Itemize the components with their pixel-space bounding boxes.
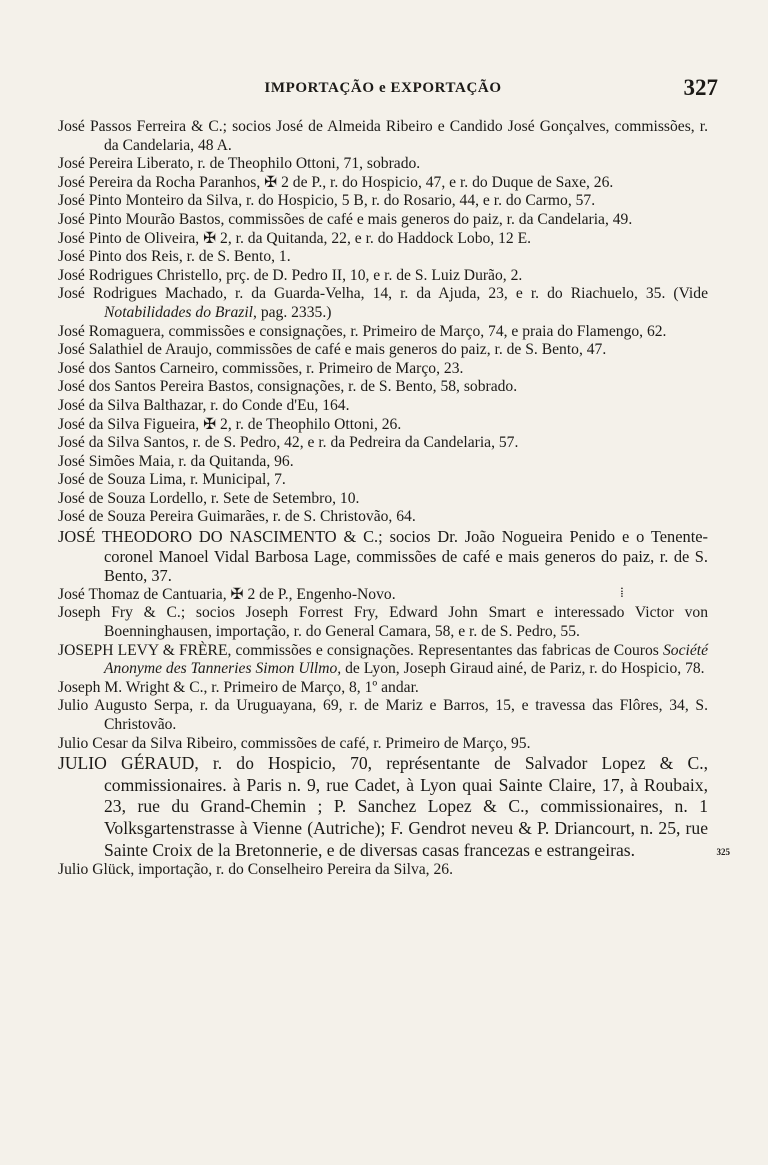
directory-entry [58,248,708,267]
entry-details: , commissões, r. Primeiro de Março, 23. [214,359,464,377]
entry-details: , r. de S. Pedro, 42, e r. da Pedreira da Candelaria, 57. [184,434,519,452]
directory-entry [58,453,708,472]
entry-details: , r. de S. Christovão, 64. [264,508,416,526]
entry-name: José Pinto Monteiro da Silva [58,192,239,210]
entry-name: José dos Santos Carneiro [58,359,215,377]
entry-details: , commissões e consignações. Representantes das fabricas de Couros [227,641,663,659]
directory-entry [58,397,708,416]
entry-name: José da Silva Balthazar [58,396,203,414]
running-title: IMPORTAÇÃO e EXPORTAÇÃO [264,80,502,96]
entry-name: José Pinto de Oliveira [58,229,196,247]
directory-entry [58,211,708,230]
directory-entry [58,192,708,211]
signature-mark: 325 [716,847,730,858]
directory-entry [58,360,708,379]
directory-entry [58,679,708,698]
entry-name: José Passos Ferreira & C. [58,118,223,135]
directory-entry [58,490,708,509]
directory-entry [58,230,708,249]
directory-entry [58,434,708,453]
entry-name: José de Souza Pereira Guimarães [58,508,265,526]
entry-name: JULIO GÉRAUD [58,753,195,774]
entry-details-tail: de Lyon, Joseph Giraud ainé, de Pariz, r. do Hospicio, 78. [341,660,705,678]
entry-details: , importação, r. do Conselheiro Pereira da Silva, 26. [130,861,453,879]
entry-name: Julio Glück [58,861,131,879]
entry-name: José Pinto Mourão Bastos [58,210,221,228]
entry-name: José dos Santos Pereira Bastos [58,378,250,396]
entry-details: , commissões de café e mais generos do paiz, r. da Candelaria, 49. [220,210,633,228]
directory-entry [58,697,708,734]
entry-details: , commissões e consignações, r. Primeiro de Março, 74, e praia do Flamengo, 62. [160,322,667,340]
entry-name: Joseph M. Wright & C. [58,678,204,696]
entry-details: , r. Municipal, 7. [182,471,286,489]
entry-italic: Notabilidades do Brazil [104,303,254,321]
entry-details: , r. da Quitanda, 96. [170,452,294,470]
entry-details: , r. Primeiro de Março, 8, 1º andar. [203,678,419,696]
entry-name: José Romaguera [58,322,161,340]
directory-entry [58,118,708,155]
entry-name: José Rodrigues Christello [58,266,219,284]
page-number: 327 [683,75,718,100]
entry-name: José Pinto dos Reis [58,248,179,266]
entry-details: , r. do Hospicio, 70, représentante de Salvador Lopez & C., commissionaires. à Paris n. 9, rue Cadet, à Lyon quai Sainte Claire, 17, à Roubaix, 23, rue du Grand-Chemin ; P. Sanchez Lopez & C., commissionaires, n. 1 Volksgartenstrasse à Vienne (Autriche); F. Gendrot neveu & P. Driancourt, n. 25, rue Sainte Croix de la Bretonnerie, e de diversas casas francezas e estrangeiras. [104,753,708,860]
directory-entry [58,471,708,490]
directory-entry [58,323,708,342]
directory-entries [58,118,730,880]
entry-name: José Pereira da Rocha Paranhos [58,173,257,191]
entry-name: José de Souza Lima [58,471,183,489]
directory-entry [58,285,708,322]
entry-italic: Société Anonyme des Tanneries Simon Ullmo, [104,641,708,678]
directory-entry [58,586,708,605]
entry-details: , r. de S. Bento, 1. [178,248,291,266]
entry-name: José Pereira Liberato [58,155,190,173]
entry-details: , ✠ 2 de P., r. do Hospicio, 47, e r. do Duque de Saxe, 26. [256,173,614,191]
entry-details: , prç. de D. Pedro II, 10, e r. de S. Luiz Durão, 2. [218,266,523,284]
entry-details: , consignações, r. de S. Bento, 58, sobrado. [249,378,518,396]
page-header [58,0,718,118]
entry-details: , r. do Conde d'Eu, 164. [202,396,350,414]
entry-details: ; socios Dr. João Nogueira Penido e o Tenente-coronel Manoel Vidal Barbosa Lage, commissões de café e mais generos do paiz, r. de S. Bento, 37. [104,527,708,586]
entry-name: José Thomaz de Cantuaria [58,585,223,603]
directory-entry [58,155,708,174]
directory-entry [58,174,708,193]
entry-details: ; socios José de Almeida Ribeiro e Candido José Gonçalves, commissões, r. da Candelaria, 48 A. [104,118,709,154]
entry-details: , r. da Uruguayana, 69, r. de Mariz e Barros, 15, e travessa das Flôres, 34, S. Christovão. [104,697,708,733]
entry-details: , ✠ 2 de P., Engenho-Novo. [222,585,396,603]
entry-details: , ✠ 2, r. de Theophilo Ottoni, 26. [195,415,402,433]
directory-entry [58,378,708,397]
entry-name: Julio Cesar da Silva Ribeiro [58,734,233,752]
entry-name: José Rodrigues Machado [58,285,224,303]
directory-entry [58,341,708,360]
entry-details: , r. do Hospicio, 5 B, r. do Rosario, 44, e r. do Carmo, 57. [238,192,596,210]
entry-details: , r. Sete de Setembro, 10. [203,489,360,507]
entry-details: , commissões de café e mais generos do paiz, r. de S. Bento, 47. [208,341,607,359]
entry-name: Joseph Fry & C. [58,604,181,622]
entry-details: , r. de Theophilo Ottoni, 71, sobrado. [189,155,421,173]
directory-entry [58,416,708,435]
entry-name: José Salathiel de Araujo [58,341,209,359]
entry-details: , r. da Guarda-Velha, 14, r. da Ajuda, 23, e r. do Riachuelo, 35. (Vide [223,285,708,303]
entry-name: José da Silva Santos [58,434,185,452]
directory-entry [58,267,708,286]
directory-entry [58,508,708,527]
directory-entry [58,861,708,880]
directory-entry [58,735,708,754]
entry-details: , ✠ 2, r. da Quitanda, 22, e r. do Haddock Lobo, 12 E. [195,229,532,247]
entry-name: José de Souza Lordello [58,489,204,507]
entry-name: JOSEPH LEVY & FRÈRE [58,641,228,659]
directory-entry [58,527,708,586]
entry-name: José Simões Maia [58,452,171,470]
entry-name: José da Silva Figueira [58,415,196,433]
directory-entry [58,604,708,641]
directory-entry [58,753,708,861]
margin-mark: ⁞ [620,586,624,601]
entry-details-tail: , pag. 2335.) [253,303,332,321]
entry-name: JOSÉ THEODORO DO NASCIMENTO & C. [58,527,379,547]
entry-details: , commissões de café, r. Primeiro de Março, 95. [232,734,531,752]
directory-entry [58,642,708,679]
entry-name: Julio Augusto Serpa [58,697,190,715]
entry-details: ; socios Joseph Forrest Fry, Edward John Smart e interessado Victor von Boenninghausen, importação, r. do General Camara, 58, e r. de S. Pedro, 55. [104,604,708,641]
